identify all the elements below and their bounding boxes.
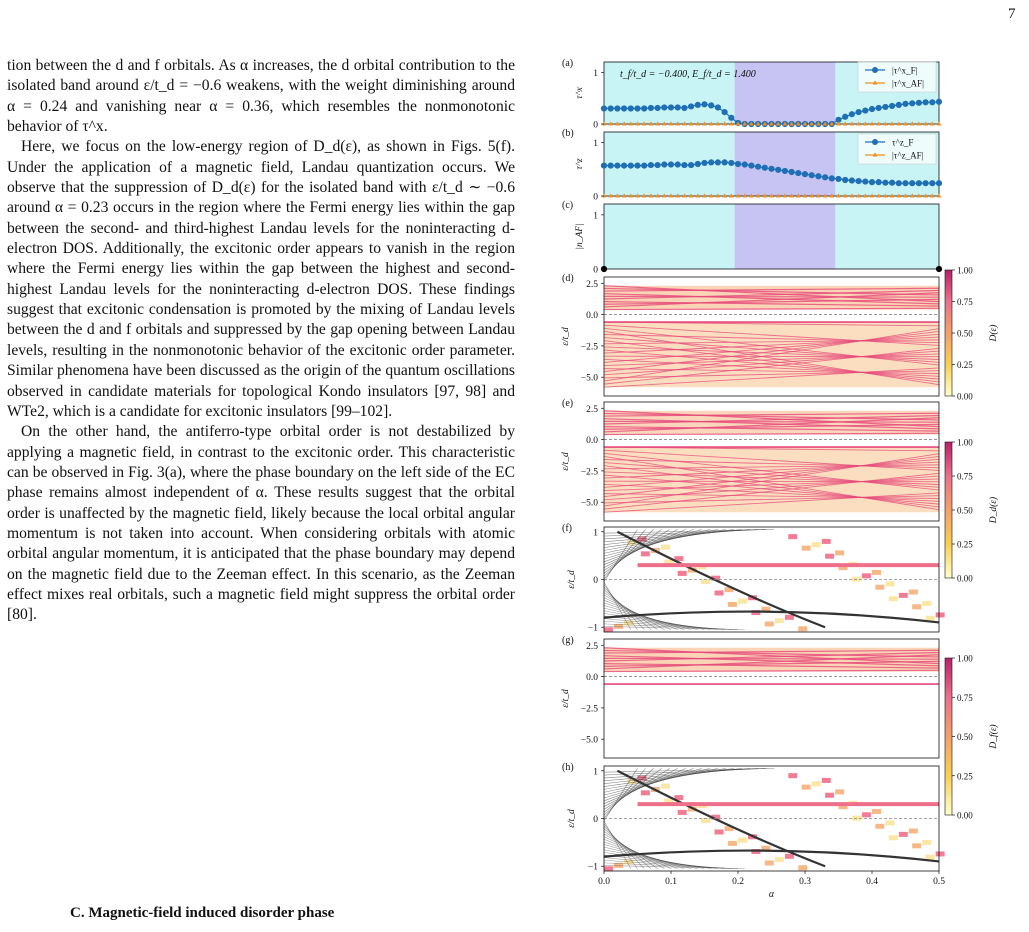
legend-marker	[872, 67, 878, 73]
data-point	[849, 111, 855, 117]
density-patch	[785, 854, 794, 859]
data-point	[882, 180, 888, 186]
data-point	[648, 162, 654, 168]
data-point	[661, 161, 667, 167]
data-point	[708, 159, 714, 165]
data-point	[661, 104, 667, 110]
data-point	[889, 103, 895, 109]
data-point	[695, 161, 701, 167]
density-patch	[715, 590, 724, 595]
panel-label: (f)	[562, 523, 572, 534]
panel-label: (a)	[562, 58, 574, 69]
legend-label: |τ^x_AF|	[892, 78, 924, 89]
density-patch	[922, 840, 931, 845]
x-tick-label: 0.3	[799, 877, 811, 887]
data-point	[869, 106, 875, 112]
data-point	[608, 163, 614, 169]
density-patch	[822, 778, 831, 783]
y-tick-label: 1	[593, 139, 598, 150]
y-axis-label: ε/t_d	[561, 689, 571, 708]
data-point	[856, 109, 862, 115]
data-point	[902, 101, 908, 107]
density-patch	[765, 622, 774, 627]
data-point	[695, 102, 701, 108]
density-patch	[862, 573, 871, 578]
data-point	[923, 99, 929, 105]
density-patch	[885, 581, 894, 586]
density-patch	[641, 790, 650, 795]
data-point	[909, 180, 915, 186]
data-point	[675, 161, 681, 167]
colorbar	[945, 658, 952, 815]
data-point	[822, 174, 828, 180]
x-axis-label: α	[768, 889, 775, 900]
ordered-region-shade	[735, 204, 836, 269]
density-patch	[604, 866, 613, 871]
data-point	[795, 170, 801, 176]
data-point	[936, 266, 942, 272]
y-tick-label: −5.0	[580, 498, 598, 509]
colorbar-tick-label: 1.00	[957, 437, 973, 448]
data-point	[882, 104, 888, 110]
y-tick-label: 2.5	[586, 279, 598, 290]
legend-label: |τ^x_F|	[892, 65, 918, 76]
density-patch	[936, 851, 945, 856]
data-point	[936, 180, 942, 186]
data-point	[862, 179, 868, 185]
x-tick-label: 0.2	[732, 877, 744, 887]
y-tick-label: −1	[587, 623, 598, 634]
y-axis-label: τ^z	[575, 158, 585, 170]
y-tick-label: 0.0	[586, 311, 598, 322]
colorbar-label: D_d(ε)	[989, 496, 999, 524]
density-patch	[875, 824, 884, 829]
y-tick-label: 0.0	[586, 436, 598, 447]
density-patch	[889, 596, 898, 601]
data-point	[815, 173, 821, 179]
y-tick-label: −1	[587, 862, 598, 873]
colorbar-tick-label: 0.50	[957, 328, 973, 339]
x-tick-label: 0.5	[933, 877, 945, 887]
body-text	[7, 56, 515, 626]
data-point	[835, 176, 841, 182]
page-number: 7	[1008, 6, 1016, 22]
density-patch	[738, 838, 747, 843]
density-patch	[812, 781, 821, 786]
density-patch	[678, 810, 687, 815]
colorbar-tick-label: 0.00	[957, 391, 973, 402]
colorbar-tick-label: 0.25	[957, 360, 973, 370]
data-point	[675, 104, 681, 110]
density-patch	[785, 615, 794, 620]
density-patch	[822, 539, 831, 544]
density-patch	[825, 554, 834, 559]
paragraph-2: Here, we focus on the low-energy region of D_d(ε), as shown in Figs. 5(f). Under the application of a magnetic field, Landau quantization occurs. We observe that the suppression of D_d(ε) for the isolated band with ε/t_d ∼ −0.6 around α = 0.23 occurs in the region where the Fermi energy lies within the gap between the second- and third-highest Landau levels for the noninteracting d-electron DOS. Additionally, the excitonic order appears to vanish in the region where the Fermi energy lies within the gap between the highest and second-highest Landau levels for the noninteracting d-electron DOS. These findings suggest that excitonic condensation is promoted by the mixing of Landau levels between the d and f orbitals and suppressed by the gap opening between Landau levels, resulting in the nonmonotonic behavior of the excitonic order parameter. Similar phenomena have been discussed as the origin of the quantum oscillations observed in candidate materials for topological Kondo insulators [97, 98] and WTe2, which is a candidate for excitonic insulators [99–102].	[7, 138, 515, 420]
y-tick-label: −5.0	[580, 735, 598, 746]
density-patch	[909, 590, 918, 595]
data-point	[876, 179, 882, 185]
panel-label: (g)	[562, 635, 574, 646]
density-patch	[604, 627, 613, 632]
y-axis-label: ε/t_d	[567, 570, 577, 589]
density-patch	[872, 570, 881, 575]
y-tick-label: −5.0	[580, 373, 598, 384]
data-point	[923, 180, 929, 186]
data-point	[842, 177, 848, 183]
y-axis-label: ε/t_d	[561, 452, 571, 471]
data-point	[809, 172, 815, 178]
x-tick-label: 0.1	[665, 877, 677, 887]
colorbar-tick-label: 1.00	[957, 265, 973, 276]
data-point	[735, 161, 741, 167]
density-patch	[775, 857, 784, 862]
data-point	[889, 180, 895, 186]
density-patch	[765, 861, 774, 866]
data-point	[728, 115, 734, 121]
density-patch	[899, 593, 908, 598]
data-point	[701, 101, 707, 107]
data-point	[688, 103, 694, 109]
x-tick-label: 0.4	[866, 877, 878, 887]
data-point	[614, 105, 620, 111]
density-patch	[798, 865, 807, 870]
data-point	[641, 105, 647, 111]
colorbar-tick-label: 0.50	[957, 505, 973, 516]
data-point	[929, 180, 935, 186]
y-tick-label: 0	[593, 576, 598, 586]
data-point	[929, 99, 935, 105]
density-patch	[872, 809, 881, 814]
data-point	[688, 162, 694, 168]
colorbar-tick-label: 1.00	[957, 653, 973, 664]
paragraph-1: tion between the d and f orbitals. As α increases, the d orbital contribution to the isolated band around ε/t_d = −0.6 weakens, with the weight diminishing around α = 0.24 and vanishing near α = 0.36, which resembles the nonmonotonic behavior of τ^x.	[7, 57, 515, 136]
density-patch	[678, 571, 687, 576]
data-point	[842, 114, 848, 120]
density-patch	[775, 618, 784, 623]
data-point	[856, 178, 862, 184]
data-point	[768, 166, 774, 172]
density-patch	[738, 599, 747, 604]
data-point	[621, 163, 627, 169]
colorbar-tick-label: 0.75	[957, 471, 973, 482]
colorbar-tick-label: 0.25	[957, 539, 973, 550]
density-patch	[922, 601, 931, 606]
landau-level-line	[604, 658, 939, 659]
y-tick-label: 0	[593, 192, 598, 203]
colorbar	[945, 270, 952, 396]
data-point	[634, 163, 640, 169]
data-point	[862, 107, 868, 113]
y-tick-label: 0.0	[586, 673, 598, 684]
y-axis-label: ε/t_d	[567, 809, 577, 828]
density-patch	[835, 550, 844, 555]
landau-level-line	[604, 421, 939, 422]
figure-panels	[561, 58, 999, 900]
y-tick-label: 1	[593, 68, 598, 79]
data-point	[621, 105, 627, 111]
colorbar	[945, 442, 952, 578]
data-point	[876, 105, 882, 111]
panel-annotation: t_f/t_d = −0.400, E_f/t_d = 1.400	[620, 69, 756, 80]
density-patch	[812, 542, 821, 547]
data-point	[668, 161, 674, 167]
density-patch	[909, 829, 918, 834]
panel-label: (b)	[562, 128, 574, 139]
data-point	[916, 180, 922, 186]
density-patch	[728, 841, 737, 846]
density-patch	[889, 835, 898, 840]
density-patch	[835, 789, 844, 794]
legend-marker	[872, 139, 878, 145]
data-point	[896, 102, 902, 108]
data-point	[722, 109, 728, 115]
y-tick-label: −2.5	[580, 704, 598, 715]
density-patch	[641, 551, 650, 556]
density-patch	[885, 820, 894, 825]
data-point	[782, 168, 788, 174]
density-patch	[715, 829, 724, 834]
colorbar-tick-label: 0.50	[957, 732, 973, 742]
density-patch	[802, 546, 811, 551]
density-patch	[899, 832, 908, 837]
section-heading: C. Magnetic-field induced disorder phase	[70, 905, 335, 921]
data-point	[614, 163, 620, 169]
data-point	[869, 179, 875, 185]
data-point	[628, 105, 634, 111]
colorbar-label: D(ε)	[989, 324, 999, 342]
y-tick-label: 2.5	[586, 641, 598, 652]
data-point	[896, 180, 902, 186]
panel-label: (d)	[562, 273, 574, 284]
data-point	[601, 105, 607, 111]
y-tick-label: −2.5	[580, 467, 598, 478]
data-point	[728, 160, 734, 166]
data-point	[742, 161, 748, 167]
data-point	[936, 99, 942, 105]
y-axis-label: ε/t_d	[561, 327, 571, 346]
data-point	[681, 105, 687, 111]
y-tick-label: 1	[593, 767, 598, 778]
panel-label: (h)	[562, 762, 574, 773]
colorbar-tick-label: 0.00	[957, 810, 973, 821]
data-point	[655, 162, 661, 168]
x-tick-label: 0.0	[598, 877, 610, 887]
density-patch	[936, 612, 945, 617]
data-point	[708, 102, 714, 108]
density-patch	[788, 773, 797, 778]
y-tick-label: 0	[593, 265, 598, 276]
density-patch	[875, 585, 884, 590]
density-patch	[728, 602, 737, 607]
data-point	[802, 171, 808, 177]
data-point	[909, 100, 915, 106]
data-point	[701, 160, 707, 166]
figure-5	[540, 50, 1002, 910]
density-patch	[798, 626, 807, 631]
data-point	[829, 175, 835, 181]
panel-label: (e)	[562, 398, 574, 409]
data-point	[601, 163, 607, 169]
data-point	[762, 165, 768, 171]
data-point	[715, 104, 721, 110]
data-point	[655, 105, 661, 111]
colorbar-tick-label: 0.75	[957, 692, 973, 703]
density-patch	[661, 545, 670, 550]
data-point	[775, 167, 781, 173]
data-point	[748, 163, 754, 169]
legend-label: τ^z_F	[892, 137, 914, 148]
density-patch	[825, 793, 834, 798]
density-patch	[788, 534, 797, 539]
colorbar-tick-label: 0.00	[957, 573, 973, 584]
colorbar-tick-label: 0.75	[957, 297, 973, 307]
data-point	[634, 105, 640, 111]
density-patch	[912, 843, 921, 848]
y-tick-label: −2.5	[580, 342, 598, 353]
density-patch	[862, 812, 871, 817]
y-axis-label: τ^x	[575, 87, 585, 99]
density-patch	[912, 604, 921, 609]
data-point	[849, 177, 855, 183]
y-tick-label: 0	[593, 815, 598, 825]
data-point	[722, 159, 728, 165]
landau-level-line	[604, 296, 939, 297]
y-tick-label: 2.5	[586, 404, 598, 415]
data-point	[789, 169, 795, 175]
y-tick-label: 0	[593, 120, 598, 131]
data-point	[648, 105, 654, 111]
data-point	[668, 104, 674, 110]
colorbar-tick-label: 0.25	[957, 771, 973, 782]
y-tick-label: 1	[593, 528, 598, 539]
density-patch	[661, 784, 670, 789]
data-point	[902, 180, 908, 186]
data-point	[916, 100, 922, 106]
y-tick-label: 1	[593, 211, 598, 222]
paragraph-3: On the other hand, the antiferro-type orbital order is not destabilized by applying a magnetic field, in contrast to the excitonic order. This characteristic can be observed in Fig. 3(a), where the phase boundary on the left side of the EC phase remains almost independent of α. These results suggest that the orbital order is unaffected by the magnetic field, likely because the local orbital angular momentum is not taken into account. When considering orbitals with atomic orbital angular momentum, it is anticipated that the phase boundary may depend on the magnetic field due to the Zeeman effect. In this scenario, as the Zeeman effect mixes real orbitals, such a magnetic field might suppress the orbital order [80].	[7, 423, 515, 624]
panel-label: (c)	[562, 200, 574, 211]
y-axis-label: |n_AF|	[575, 223, 585, 250]
data-point	[755, 164, 761, 170]
data-point	[628, 163, 634, 169]
data-point	[608, 105, 614, 111]
data-point	[681, 162, 687, 168]
colorbar-label: D_f(ε)	[989, 724, 999, 749]
density-patch	[802, 785, 811, 790]
data-point	[641, 163, 647, 169]
data-point	[715, 159, 721, 165]
legend-label: |τ^z_AF|	[892, 150, 924, 161]
